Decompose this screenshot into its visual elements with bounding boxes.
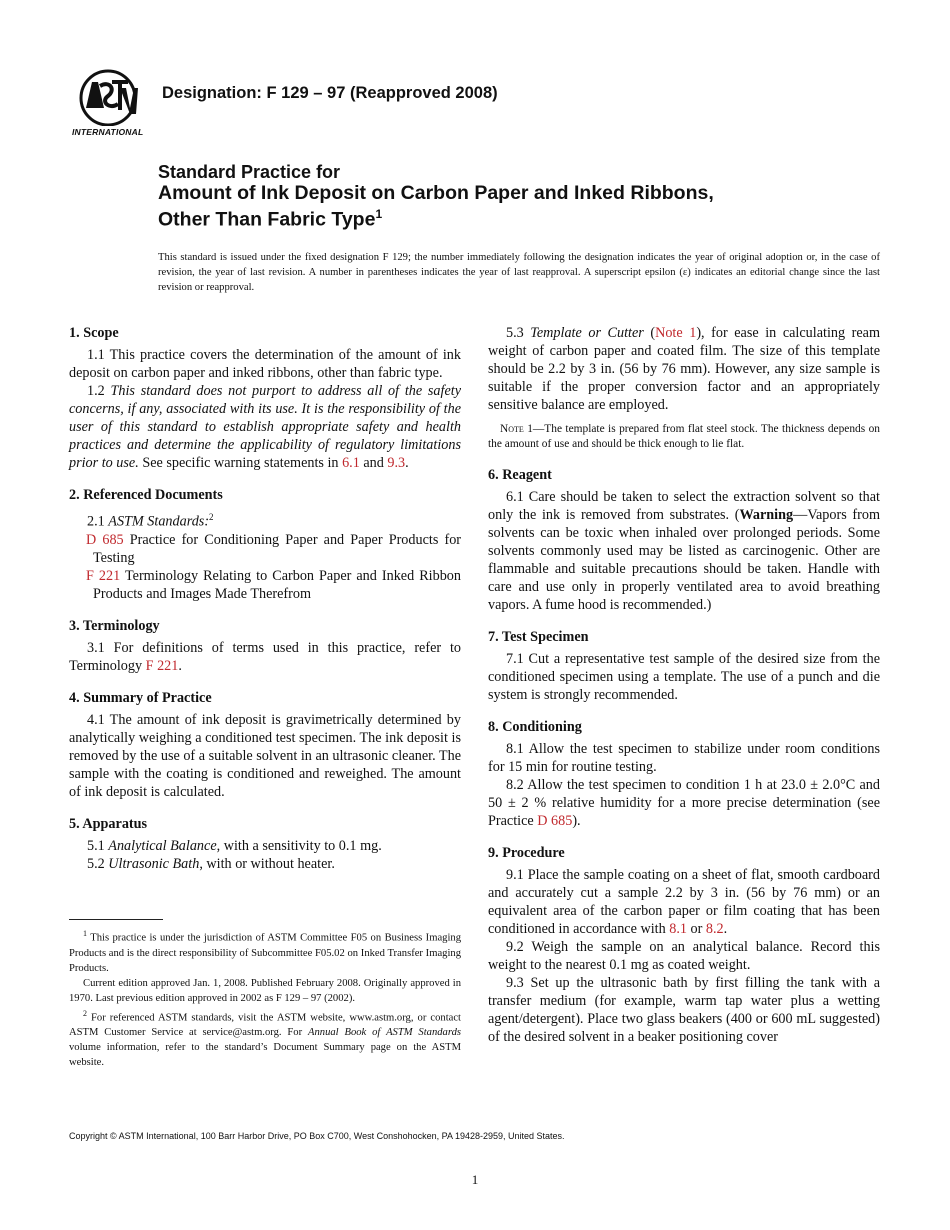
intro-paragraph: This standard is issued under the fixed designation F 129; the number immediately following the designation indicates the year of original adoption or, in the case of revision, the year of last revision. A number in parentheses indicates the year of last reapproval. A superscript epsilon (ε) indicates an editorial change since the last revision or reapproval. — [158, 252, 880, 293]
referenced-document-d685: D 685 Practice for Conditioning Paper and Paper Products for Testing — [86, 531, 462, 566]
section-heading-referenced-documents: 2. Referenced Documents — [69, 487, 223, 503]
title-footnote-mark: 1 — [375, 207, 383, 221]
designation: Designation: F 129 – 97 (Reapproved 2008) — [162, 84, 498, 102]
link-9-3[interactable]: 9.3 — [387, 455, 406, 471]
section-heading-summary: 4. Summary of Practice — [69, 689, 212, 706]
paragraph-5-2: 5.2 Ultrasonic Bath, with or without heater. — [87, 855, 335, 872]
section-heading-conditioning: 8. Conditioning — [488, 719, 582, 735]
section-heading-scope: 1. Scope — [69, 325, 119, 341]
paragraph-6-1: 6.1 Care should be taken to select the extraction solvent so that only the ink is removed from substrates. (Warning—Vapors from solvents can be toxic when inhaled over prolonged periods. Some solvents commonly used may be listed as carcinogenic. Other are flammable and suitable precautions should be taken. Handle with care and use only in properly ventilated area to avoid breathing vapors. A fume hood is recommended.) — [488, 489, 880, 613]
paragraph-7-1: 7.1 Cut a representative test sample of the desired size from the conditioned specimen using a template. The use of a punch and die system is strongly recommended. — [488, 651, 880, 703]
section-heading-terminology: 3. Terminology — [69, 617, 160, 634]
note-1: Note 1—The template is prepared from flat steel stock. The thickness depends on the amount of use and should be thick enough to lie flat. — [488, 423, 880, 450]
paragraph-8-1: 8.1 Allow the test specimen to stabilize under room conditions for 15 min for routine testing. — [488, 741, 880, 775]
paragraph-9-3: 9.3 Set up the ultrasonic bath by first filling the tank with a transfer medium (for example, warm tap water plus a wetting agent/detergent). Place two glass beakers (400 or 600 mL suggested) of the desired solvent in a beaker positioning cover — [488, 975, 880, 1045]
title-line-1: Standard Practice for — [158, 162, 341, 182]
footnote-divider — [69, 919, 163, 920]
paragraph-9-2: 9.2 Weigh the sample on an analytical balance. Record this weight to the nearest 0.1 mg as coated weight. — [488, 939, 880, 973]
footnote-1-edition: Current edition approved Jan. 1, 2008. Published February 2008. Originally approved in 1970. Last previous edition approved in 2002 as F 129 – 97 (2002). — [69, 977, 461, 1004]
section-heading-reagent: 6. Reagent — [488, 467, 552, 483]
link-f221-terminology[interactable]: F 221 — [145, 657, 179, 674]
right-column — [488, 324, 880, 1046]
title-line-2: Amount of Ink Deposit on Carbon Paper and Inked Ribbons, — [158, 182, 714, 204]
section-heading-procedure: 9. Procedure — [488, 845, 565, 861]
link-note-1[interactable]: Note 1 — [655, 325, 697, 341]
link-f221[interactable]: F 221 — [86, 567, 121, 584]
left-column — [69, 322, 461, 873]
paragraph-5-3: 5.3 Template or Cutter (Note 1), for ease in calculating ream weight of carbon paper and coated film. The size of this template should be 2.2 by 3 in. (56 by 76 mm). However, any size sample is suitable if the proper conversion factor and an appropriately sensitive balance are employed. — [488, 325, 880, 413]
link-d685-practice[interactable]: D 685 — [537, 813, 573, 829]
link-d685[interactable]: D 685 — [86, 531, 124, 548]
link-8-1[interactable]: 8.1 — [669, 921, 687, 937]
section-heading-test-specimen: 7. Test Specimen — [488, 629, 589, 645]
paragraph-1-2: 1.2 This standard does not purport to address all of the safety concerns, if any, associated with its use. It is the responsibility of the user of this standard to establish appropriate safety and health practices and determine the applicability of regulatory limitations prior to use. See specific warning statements in 6.1 and 9.3. — [69, 383, 461, 471]
copyright: Copyright © ASTM International, 100 Barr Harbor Drive, PO Box C700, West Conshohocken, PA 19428-2959, United States. — [69, 1131, 565, 1141]
paragraph-1-1: 1.1 This practice covers the determination of the amount of ink deposit on carbon paper and inked ribbons, other than fabric type. — [69, 347, 461, 381]
logo-wordmark: INTERNATIONAL — [72, 127, 144, 137]
footnote-1: $^1$ This practice is under the jurisdiction of ASTM Committee F05 on Business Imaging Products and is the direct responsibility of Subcommittee F05.02 on Inked Transfer Imaging Products. — [69, 929, 461, 974]
document-title — [158, 162, 714, 231]
footnote-2: $^2$ For referenced ASTM standards, visit the ASTM website, www.astm.org, or contact ASTM Customer Service at service@astm.org. For Annual Book of ASTM Standards volume information, refer to the standard’s Document Summary page on the ASTM website. — [69, 1008, 462, 1069]
link-6-1[interactable]: 6.1 — [342, 455, 360, 471]
paragraph-4-1: 4.1 The amount of ink deposit is gravimetrically determined by analytically weighing a conditioned test specimen. The ink deposit is removed by the use of a suitable solvent in an ultrasonic cleaner. The sample with the coating is conditioned and reweighed. The amount of ink deposit is calculated. — [69, 711, 461, 800]
paragraph-2-1: 2.1 ASTM Standards:$^2$ — [87, 512, 214, 530]
section-heading-apparatus: 5. Apparatus — [69, 815, 148, 832]
page-number: 1 — [471, 1172, 479, 1187]
referenced-document-f221: F 221 Terminology Relating to Carbon Paper and Inked Ribbon Products and Images Made Therefrom — [86, 567, 461, 602]
astm-logo — [70, 68, 150, 140]
paragraph-5-1: 5.1 Analytical Balance, with a sensitivity to 0.1 mg. — [87, 837, 382, 854]
footnotes — [69, 926, 461, 1070]
paragraph-8-2: 8.2 Allow the test specimen to condition 1 h at 23.0 ± 2.0°C and 50 ± 2 % relative humidity for a more precise determination (see Practice D 685). — [488, 777, 880, 829]
paragraph-3-1: 3.1 For definitions of terms used in this practice, refer to Terminology F 221. — [69, 639, 461, 674]
link-8-2[interactable]: 8.2 — [705, 921, 724, 937]
paragraph-9-1: 9.1 Place the sample coating on a sheet of flat, smooth cardboard and accurately cut a sample 2.2 by 3 in. (56 by 76 mm) or an equivalent area of the carbon paper or film coating that has been conditioned in accordance with 8.1 or 8.2. — [488, 867, 880, 937]
title-line-3: Other Than Fabric Type$^1$ — [158, 207, 383, 231]
